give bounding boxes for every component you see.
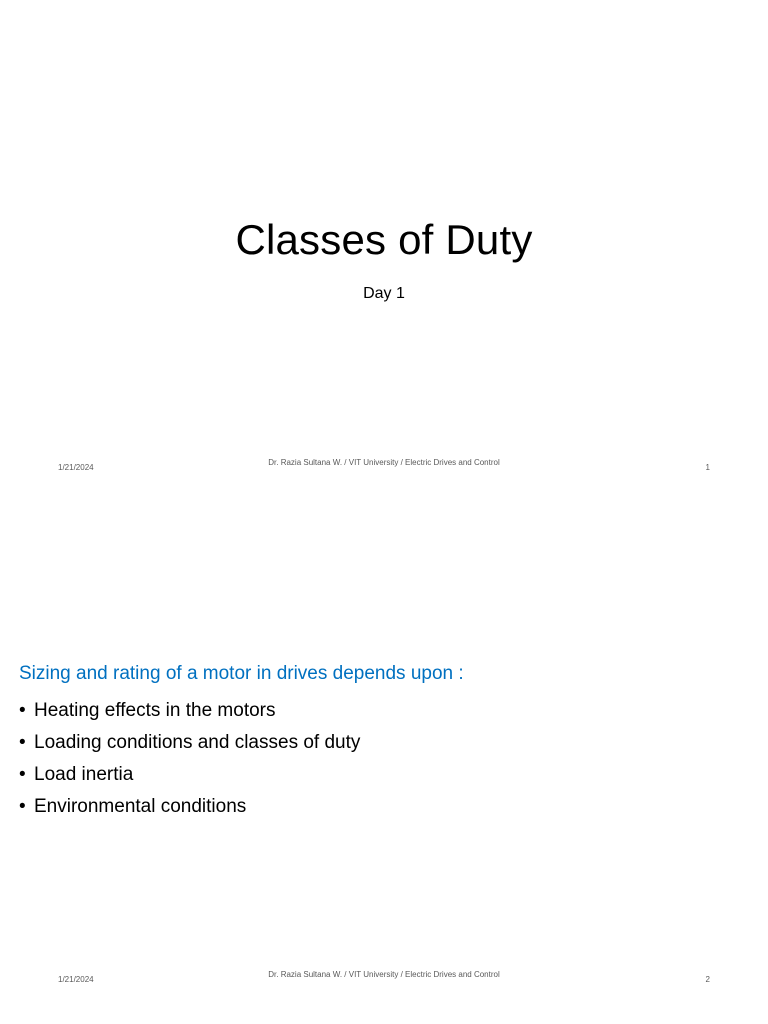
bullet-item xyxy=(19,791,360,823)
bullet-text: Heating effects in the motors xyxy=(34,700,276,721)
bullet-icon: • xyxy=(19,796,26,817)
footer-author: Dr. Razia Sultana W. / VIT University / Electric Drives and Control xyxy=(268,458,500,467)
footer-date: 1/21/2024 xyxy=(58,975,94,984)
bullet-list xyxy=(19,695,360,823)
slide-title: Classes of Duty xyxy=(235,216,533,263)
slide-subtitle: Day 1 xyxy=(363,285,405,302)
bullet-icon: • xyxy=(19,732,26,753)
slide-number: 1 xyxy=(705,463,710,472)
bullet-text: Environmental conditions xyxy=(34,796,247,817)
bullet-icon: • xyxy=(19,700,26,721)
bullet-icon: • xyxy=(19,764,26,785)
slide-2 xyxy=(0,512,768,1024)
bullet-text: Loading conditions and classes of duty xyxy=(34,732,361,753)
bullet-item xyxy=(19,695,360,727)
slide-heading: Sizing and rating of a motor in drives depends upon : xyxy=(19,663,464,684)
slide-number: 2 xyxy=(705,975,710,984)
bullet-text: Load inertia xyxy=(34,764,134,785)
footer-author: Dr. Razia Sultana W. / VIT University / Electric Drives and Control xyxy=(268,970,500,979)
footer-date: 1/21/2024 xyxy=(58,463,94,472)
bullet-item xyxy=(19,727,360,759)
bullet-item xyxy=(19,759,360,791)
